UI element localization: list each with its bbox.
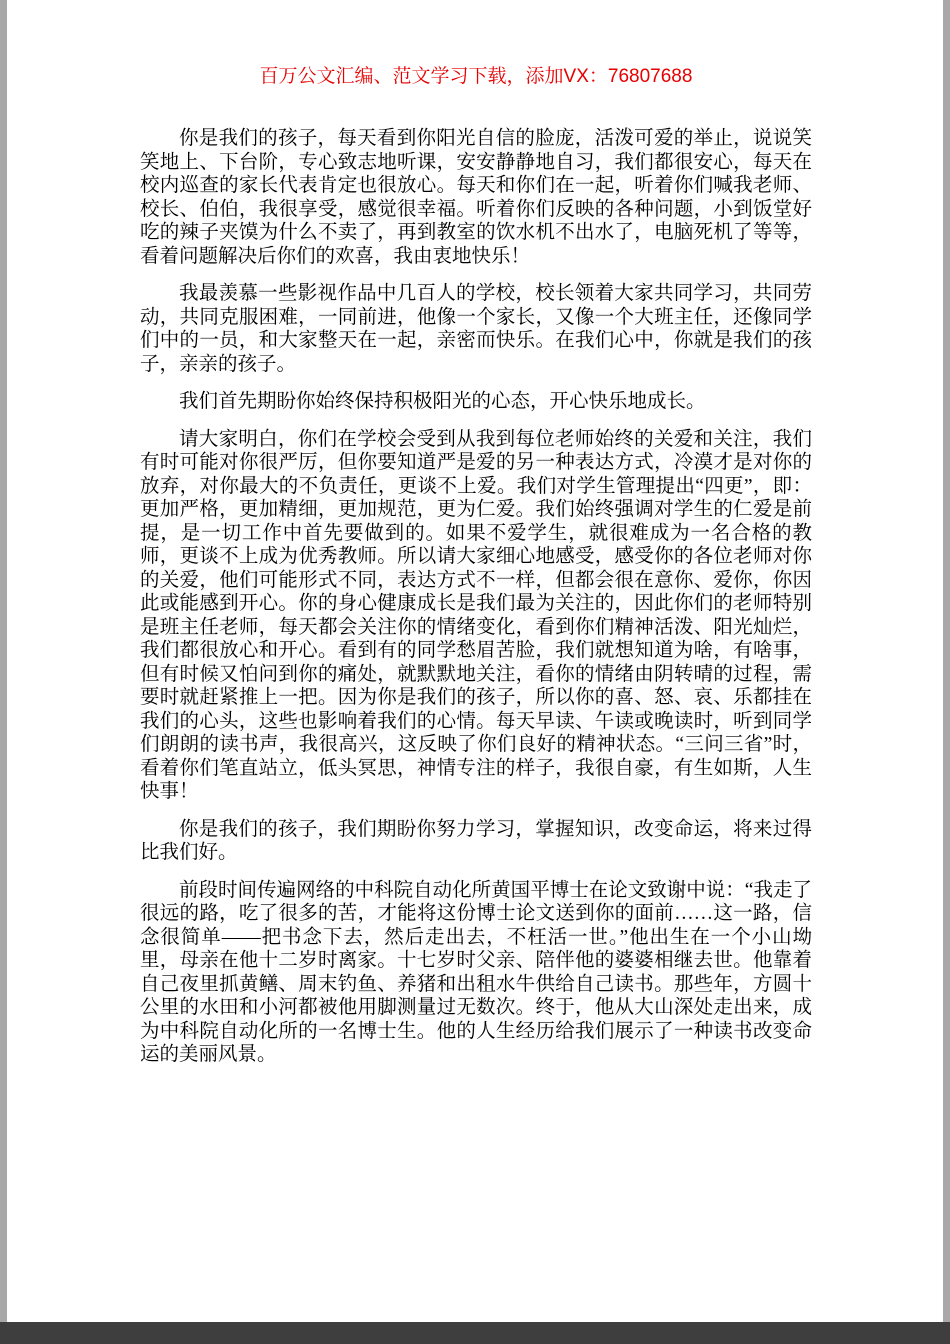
paragraph-5: 你是我们的孩子，我们期盼你努力学习，掌握知识，改变命运，将来过得比我们好。 (140, 818, 812, 863)
document-body (140, 127, 812, 1067)
paragraph-6: 前段时间传遍网络的中科院自动化所黄国平博士在论文致谢中说：“我走了很远的路，吃了很多的苦，才能将这份博士论文送到你的面前……这一路，信念很简单——把书念下去，然后走出去，不枉活一世。”他出生在一个小山坳里，母亲在他十二岁时离家。十七岁时父亲、陪伴他的婆婆相继去世。他靠着自己夜里抓黄鳝、周末钓鱼、养猪和出租水牛供给自己读书。那些年，方圆十公里的水田和小河都被他用脚测量过无数次。终于，他从大山深处走出来，成为中科院自动化所的一名博士生。他的人生经历给我们展示了一种读书改变命运的美丽风景。 (140, 879, 812, 1065)
document-page (7, 0, 943, 1322)
left-gutter (0, 0, 7, 1322)
bottom-bar (0, 1322, 950, 1344)
paragraph-1: 你是我们的孩子，每天看到你阳光自信的脸庞，活泼可爱的举止，说说笑笑地上、下台阶，专心致志地听课，安安静静地自习，我们都很安心，每天在校内巡查的家长代表肯定也很放心。每天和你们在一起，听着你们喊我老师、校长、伯伯，我很享受，感觉很幸福。听着你们反映的各种问题，小到饭堂好吃的辣子夹馍为什么不卖了，再到教室的饮水机不出水了，电脑死机了等等，看着问题解决后你们的欢喜，我由衷地快乐！ (140, 128, 812, 267)
paragraph-2: 我最羡慕一些影视作品中几百人的学校，校长领着大家共同学习，共同劳动，共同克服困难，一同前进，他像一个家长，又像一个大班主任，还像同学们中的一员，和大家整天在一起，亲密而快乐。在我们心中，你就是我们的孩子，亲亲的孩子。 (140, 283, 812, 375)
right-gutter (943, 0, 950, 1322)
promo-header: 百万公文汇编、范文学习下载，添加VX：76807688 (259, 66, 693, 87)
paragraph-3: 我们首先期盼你始终保持积极阳光的心态，开心快乐地成长。 (179, 391, 706, 412)
paragraph-4: 请大家明白，你们在学校会受到从我到每位老师始终的关爱和关注，我们有时可能对你很严厉，但你要知道严是爱的另一种表达方式，冷漠才是对你的放弃，对你最大的不负责任，更谈不上爱。我们对学生管理提出“四更”，即：更加严格，更加精细，更加规范，更为仁爱。我们始终强调对学生的仁爱是前提，是一切工作中首先要做到的。如果不爱学生，就很难成为一名合格的教师，更谈不上成为优秀教师。所以请大家细心地感受，感受你的各位老师对你的关爱，他们可能形式不同，表达方式不一样，但都会很在意你、爱你，你因此或能感到开心。你的身心健康成长是我们最为关注的，因此你们的老师特别是班主任老师，每天都会关注你的情绪变化，看到你们精神活泼、阳光灿烂，我们都很放心和开心。看到有的同学愁眉苦脸，我们就想知道为啥，有啥事，但有时候又怕问到你的痛处，就默默地关注，看你的情绪由阴转晴的过程，需要时就赶紧推上一把。因为你是我们的孩子，所以你的喜、怒、哀、乐都挂在我们的心头，这些也影响着我们的心情。每天早读、午读或晚读时，听到同学们朗朗的读书声，我很高兴，这反映了你们良好的精神状态。“三问三省”时，看着你们笔直站立，低头冥思，神情专注的样子，我很自豪，有生如斯，人生快事！ (140, 428, 812, 802)
